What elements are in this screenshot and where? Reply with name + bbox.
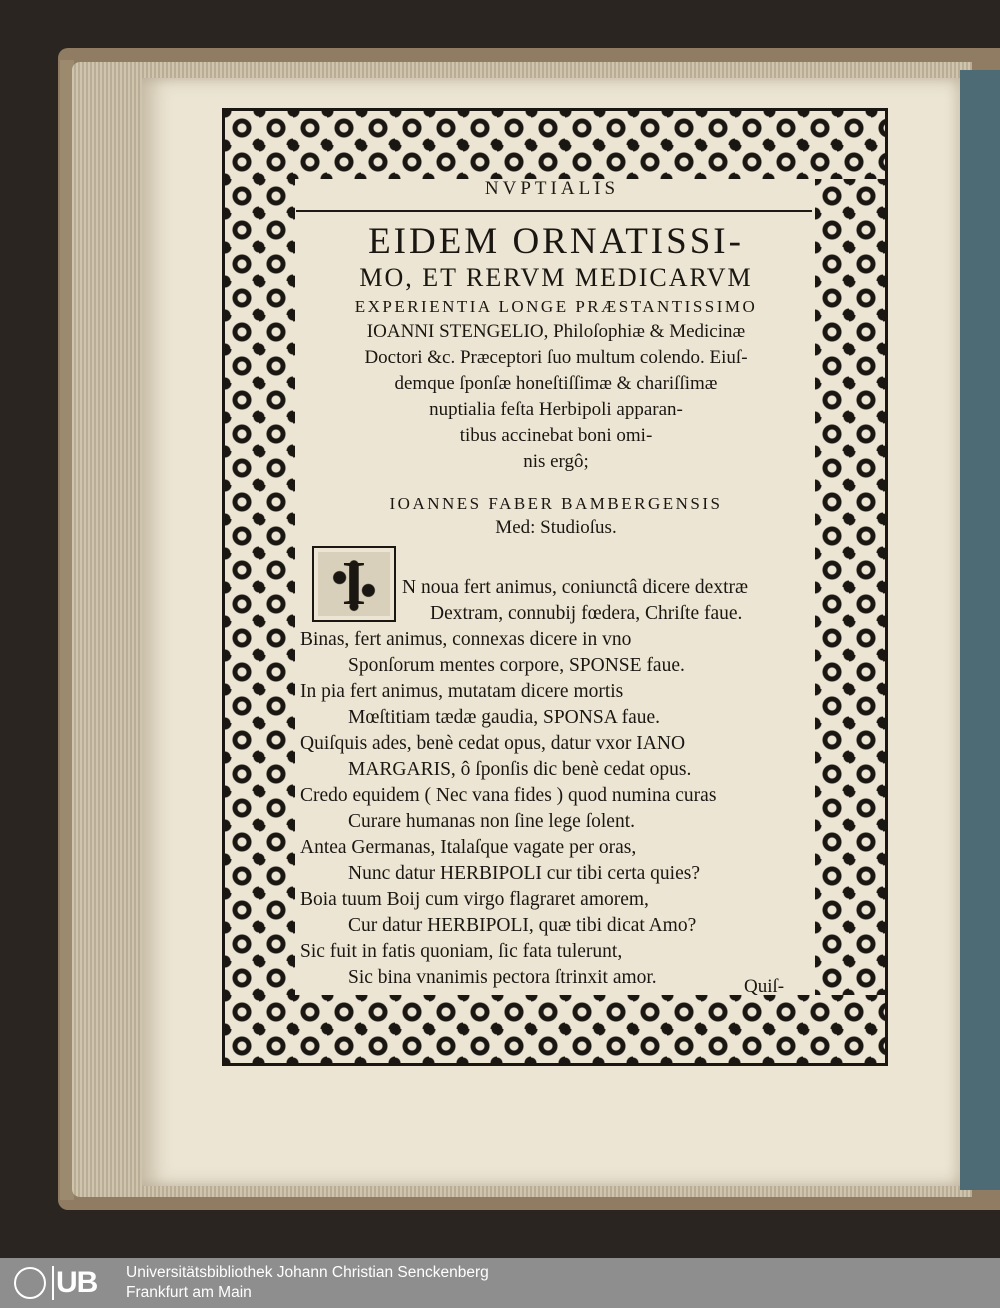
library-logo [10, 1264, 118, 1302]
portrait-icon [14, 1267, 46, 1299]
title-line-6: demque ſponſæ honeſtiſſimæ & chariſſimæ [394, 373, 718, 394]
poem-line: Binas, fert animus, connexas dicere in vno [300, 629, 632, 650]
title-line-8: tibus accinebat boni omi- [459, 425, 653, 446]
title-line-5: Doctori &c. Præceptori ſuo multum colendo. Eiuſ- [364, 347, 748, 368]
poem-line: Sic bina vnanimis pectora ſtrinxit amor. [348, 967, 657, 988]
header-rule [296, 210, 812, 212]
poem-line: N noua fert animus, coniunctâ dicere dextræ [402, 577, 749, 598]
author-block [300, 492, 812, 540]
title-line-3: EXPERIENTIA LONGE PRÆSTANTISSIMO [354, 297, 758, 316]
poem-line: Dextram, connubij fœdera, Chriſte faue. [430, 603, 743, 624]
library-location: Frankfurt am Main [126, 1284, 252, 1301]
title-line-4: IOANNI STENGELIO, Philoſophiæ & Medicinæ [366, 321, 746, 342]
poem-line: Cur datur HERBIPOLI, quæ tibi dicat Amo? [348, 915, 697, 936]
poem-line: MARGARIS, ô ſponſis dic benè cedat opus. [348, 759, 692, 780]
decorated-initial [312, 546, 396, 622]
dedication-title [300, 222, 812, 475]
initial-letter: I [341, 550, 367, 618]
author-role: Med: Studioſus. [495, 517, 617, 538]
poem-line: Antea Germanas, Italaſque vagate per oras, [300, 837, 637, 858]
ornament-border-bottom [225, 995, 885, 1063]
poem-line: Quiſquis ades, benè cedat opus, datur vxor IANO [300, 733, 686, 754]
running-head: NVPTIALIS [484, 178, 620, 199]
poem-line: Credo equidem ( Nec vana fides ) quod numina curas [300, 785, 717, 806]
poem-line: Sic fuit in fatis quoniam, ſic fata tulerunt, [300, 941, 623, 962]
poem-line: In pia fert animus, mutatam dicere mortis [300, 681, 624, 702]
poem-line: Curare humanas non ſine lege ſolent. [348, 811, 635, 832]
poem-line: Nunc datur HERBIPOLI cur tibi certa quies? [348, 863, 700, 884]
ornament-border-left [225, 179, 295, 995]
logo-text: UB [56, 1266, 98, 1299]
catchword: Quiſ- [744, 976, 785, 997]
author-name: IOANNES FABER BAMBERGENSIS [389, 494, 723, 513]
logo-divider [52, 1266, 54, 1300]
ornament-border-top [225, 111, 885, 179]
title-line-7: nuptialia feſta Herbipoli apparan- [429, 399, 683, 420]
poem-line: Sponſorum mentes corpore, SPONSE faue. [348, 655, 685, 676]
title-line-9: nis ergô; [523, 451, 589, 472]
library-name: Universitätsbibliothek Johann Christian Senckenberg [126, 1264, 489, 1281]
ornament-border-right [815, 179, 885, 995]
facing-page-edge [960, 70, 1000, 1190]
library-footer-bar [0, 1258, 1000, 1308]
title-line-2: MO, ET RERVM MEDICARVM [359, 263, 753, 292]
poem-line: Mœſtitiam tædæ gaudia, SPONSA faue. [348, 707, 660, 728]
title-line-1: EIDEM ORNATISSI- [368, 221, 744, 262]
poem-line: Boia tuum Boij cum virgo flagraret amorem, [300, 889, 649, 910]
